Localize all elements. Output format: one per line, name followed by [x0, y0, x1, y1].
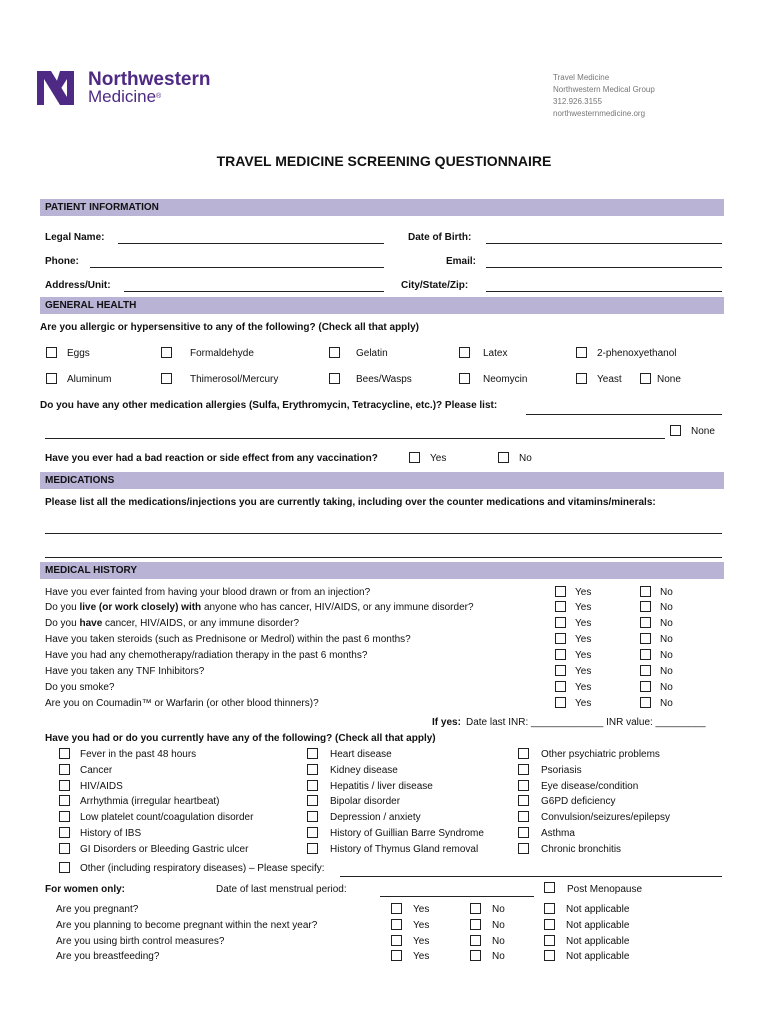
checkbox-condition[interactable]	[59, 764, 70, 775]
checkbox-women-2-no[interactable]	[470, 919, 481, 930]
condition-label: G6PD deficiency	[541, 796, 616, 807]
checkbox-women-4-yes[interactable]	[391, 950, 402, 961]
legal-name-label: Legal Name:	[45, 232, 105, 243]
checkbox-bees-wasps[interactable]	[329, 373, 340, 384]
inr-line: Date last INR: _____________ INR value: _________	[466, 717, 706, 728]
checkbox-condition[interactable]	[518, 843, 529, 854]
phone-field[interactable]	[90, 267, 384, 268]
condition-label: History of IBS	[80, 828, 142, 839]
condition-label: Convulsion/seizures/epilepsy	[541, 812, 670, 823]
checkbox-condition[interactable]	[518, 795, 529, 806]
checkbox-history-2-no[interactable]	[640, 601, 651, 612]
checkbox-history-2-yes[interactable]	[555, 601, 566, 612]
checkbox-condition[interactable]	[59, 843, 70, 854]
history-question-3: Do you have cancer, HIV/AIDS, or any immune disorder?	[45, 618, 300, 629]
other-condition-label: Other (including respiratory diseases) – Please specify:	[80, 863, 325, 874]
history-question-2: Do you live (or work closely) with anyone who has cancer, HIV/AIDS, or any immune disorder?	[45, 602, 474, 613]
women-na-label: Not applicable	[566, 920, 630, 931]
checkbox-condition[interactable]	[59, 748, 70, 759]
allergen-gelatin: Gelatin	[356, 348, 388, 359]
checkbox-condition[interactable]	[307, 795, 318, 806]
checkbox-history-6-no[interactable]	[640, 665, 651, 676]
checkbox-history-6-yes[interactable]	[555, 665, 566, 676]
history-question-4: Have you taken steroids (such as Prednisone or Medrol) within the past 6 months?	[45, 634, 411, 645]
section-header-medications: MEDICATIONS	[40, 472, 724, 489]
history-yes-label: Yes	[575, 602, 592, 613]
women-na-label: Not applicable	[566, 951, 630, 962]
nm-logo-mark-icon	[37, 71, 81, 105]
women-question-2: Are you planning to become pregnant within the next year?	[56, 920, 318, 931]
logo-text-line1: Northwestern	[88, 69, 211, 90]
dob-field[interactable]	[486, 243, 722, 244]
checkbox-history-5-no[interactable]	[640, 649, 651, 660]
medication-allergy-question: Do you have any other medication allergies (Sulfa, Erythromycin, Tetracycline, etc.)? Please list:	[40, 400, 498, 411]
legal-name-field[interactable]	[118, 243, 384, 244]
condition-label: Hepatitis / liver disease	[330, 781, 433, 792]
allergy-question: Are you allergic or hypersensitive to any of the following? (Check all that apply)	[40, 322, 419, 333]
contact-line-1: Travel Medicine	[553, 73, 610, 82]
checkbox-latex[interactable]	[459, 347, 470, 358]
section-header-patient-information: PATIENT INFORMATION	[40, 199, 724, 216]
checkbox-history-8-yes[interactable]	[555, 697, 566, 708]
allergen-2-phenoxyethanol: 2-phenoxyethanol	[597, 348, 677, 359]
checkbox-women-1-na[interactable]	[544, 903, 555, 914]
allergen-eggs: Eggs	[67, 348, 90, 359]
medication-allergy-field-1[interactable]	[526, 414, 722, 415]
checkbox-history-8-no[interactable]	[640, 697, 651, 708]
checkbox-women-3-na[interactable]	[544, 935, 555, 946]
checkbox-history-3-yes[interactable]	[555, 617, 566, 628]
medications-field-1[interactable]	[45, 533, 722, 534]
checkbox-history-7-no[interactable]	[640, 681, 651, 692]
phone-label: Phone:	[45, 256, 79, 267]
city-field[interactable]	[486, 291, 722, 292]
contact-line-3: 312.926.3155	[553, 97, 602, 106]
condition-label: Psoriasis	[541, 765, 582, 776]
history-yes-label: Yes	[575, 650, 592, 661]
checkbox-history-1-no[interactable]	[640, 586, 651, 597]
address-label: Address/Unit:	[45, 280, 111, 291]
section-header-medical-history: MEDICAL HISTORY	[40, 562, 724, 579]
checkbox-condition[interactable]	[59, 827, 70, 838]
allergen-yeast: Yeast	[597, 374, 622, 385]
condition-label: Heart disease	[330, 749, 392, 760]
allergen-neomycin: Neomycin	[483, 374, 528, 385]
history-no-label: No	[660, 666, 673, 677]
allergen-bees-wasps: Bees/Wasps	[356, 374, 412, 385]
history-question-7: Do you smoke?	[45, 682, 115, 693]
checkbox-condition[interactable]	[518, 764, 529, 775]
history-question-6: Have you taken any TNF Inhibitors?	[45, 666, 205, 677]
logo-text-line2: Medicine®	[88, 87, 162, 106]
history-yes-label: Yes	[575, 618, 592, 629]
checkbox-condition[interactable]	[518, 811, 529, 822]
history-yes-label: Yes	[575, 634, 592, 645]
checkbox-condition[interactable]	[307, 748, 318, 759]
checkbox-history-5-yes[interactable]	[555, 649, 566, 660]
condition-label: HIV/AIDS	[80, 781, 123, 792]
medications-field-2[interactable]	[45, 557, 722, 558]
condition-label: Bipolar disorder	[330, 796, 401, 807]
history-no-label: No	[660, 602, 673, 613]
northwestern-medicine-logo	[37, 69, 211, 110]
checkbox-women-4-na[interactable]	[544, 950, 555, 961]
checkbox-history-1-yes[interactable]	[555, 586, 566, 597]
women-question-1: Are you pregnant?	[56, 904, 139, 915]
checkbox-formaldehyde[interactable]	[161, 347, 172, 358]
history-yes-label: Yes	[575, 698, 592, 709]
checkbox-history-4-yes[interactable]	[555, 633, 566, 644]
checkbox-condition[interactable]	[59, 780, 70, 791]
women-na-label: Not applicable	[566, 904, 630, 915]
checkbox-women-3-no[interactable]	[470, 935, 481, 946]
women-no-label: No	[492, 904, 505, 915]
checkbox-condition[interactable]	[59, 795, 70, 806]
contact-line-4: northwesternmedicine.org	[553, 109, 646, 118]
condition-label: Asthma	[541, 828, 575, 839]
checkbox-condition[interactable]	[307, 764, 318, 775]
checkbox-condition[interactable]	[307, 843, 318, 854]
condition-label: Fever in the past 48 hours	[80, 749, 197, 760]
allergen-thimerosol: Thimerosol/Mercury	[190, 374, 279, 385]
lmp-field[interactable]	[380, 896, 534, 897]
checkbox-women-4-no[interactable]	[470, 950, 481, 961]
email-field[interactable]	[486, 267, 722, 268]
checkbox-condition[interactable]	[59, 811, 70, 822]
inr-if-yes-label: If yes:	[432, 717, 461, 728]
city-label: City/State/Zip:	[401, 280, 469, 291]
lmp-label: Date of last menstrual period:	[216, 884, 347, 895]
history-no-label: No	[660, 698, 673, 709]
condition-label: Other psychiatric problems	[541, 749, 660, 760]
history-no-label: No	[660, 650, 673, 661]
women-yes-label: Yes	[413, 904, 430, 915]
condition-label: History of Thymus Gland removal	[330, 844, 479, 855]
post-menopause-label: Post Menopause	[567, 884, 643, 895]
history-no-label: No	[660, 587, 673, 598]
allergen-none: None	[657, 374, 681, 385]
condition-label: GI Disorders or Bleeding Gastric ulcer	[80, 844, 249, 855]
checkbox-condition[interactable]	[307, 811, 318, 822]
vaccine-no-label: No	[519, 453, 532, 464]
checkbox-thimerosol[interactable]	[161, 373, 172, 384]
condition-label: Cancer	[80, 765, 113, 776]
allergen-aluminum: Aluminum	[67, 374, 112, 385]
address-field[interactable]	[124, 291, 384, 292]
checkbox-women-1-no[interactable]	[470, 903, 481, 914]
history-no-label: No	[660, 682, 673, 693]
checkbox-2-phenoxyethanol[interactable]	[576, 347, 587, 358]
checkbox-condition[interactable]	[307, 780, 318, 791]
email-label: Email:	[446, 256, 477, 267]
women-no-label: No	[492, 936, 505, 947]
history-question-5: Have you had any chemotherapy/radiation therapy in the past 6 months?	[45, 650, 368, 661]
condition-label: Chronic bronchitis	[541, 844, 622, 855]
women-yes-label: Yes	[413, 936, 430, 947]
history-yes-label: Yes	[575, 587, 592, 598]
checkbox-med-allergy-none[interactable]	[670, 425, 681, 436]
checkbox-history-7-yes[interactable]	[555, 681, 566, 692]
conditions-question: Have you had or do you currently have any of the following? (Check all that apply)	[45, 733, 436, 744]
history-question-8: Are you on Coumadin™ or Warfarin (or other blood thinners)?	[45, 698, 319, 709]
checkbox-eggs[interactable]	[46, 347, 57, 358]
page-title: TRAVEL MEDICINE SCREENING QUESTIONNAIRE	[216, 153, 552, 169]
checkbox-gelatin[interactable]	[329, 347, 340, 358]
med-allergy-none-label: None	[691, 426, 715, 437]
checkbox-yeast[interactable]	[576, 373, 587, 384]
allergen-latex: Latex	[483, 348, 508, 359]
checkbox-women-2-na[interactable]	[544, 919, 555, 930]
checkbox-condition[interactable]	[518, 827, 529, 838]
checkbox-history-3-no[interactable]	[640, 617, 651, 628]
condition-label: Arrhythmia (irregular heartbeat)	[80, 796, 220, 807]
checkbox-history-4-no[interactable]	[640, 633, 651, 644]
allergen-formaldehyde: Formaldehyde	[190, 348, 254, 359]
contact-line-2: Northwestern Medical Group	[553, 85, 655, 94]
condition-label: Depression / anxiety	[330, 812, 421, 823]
checkbox-aluminum[interactable]	[46, 373, 57, 384]
checkbox-other-condition[interactable]	[59, 862, 70, 873]
vaccine-reaction-question: Have you ever had a bad reaction or side effect from any vaccination?	[45, 453, 378, 464]
checkbox-women-1-yes[interactable]	[391, 903, 402, 914]
checkbox-women-2-yes[interactable]	[391, 919, 402, 930]
women-only-label: For women only:	[45, 884, 125, 895]
women-question-3: Are you using birth control measures?	[56, 936, 225, 947]
history-yes-label: Yes	[575, 682, 592, 693]
condition-label: Eye disease/condition	[541, 781, 639, 792]
checkbox-vaccine-yes[interactable]	[409, 452, 420, 463]
condition-label: History of Guillian Barre Syndrome	[330, 828, 484, 839]
checkbox-condition[interactable]	[307, 827, 318, 838]
women-no-label: No	[492, 951, 505, 962]
history-question-1: Have you ever fainted from having your blood drawn or from an injection?	[45, 587, 371, 598]
checkbox-neomycin[interactable]	[459, 373, 470, 384]
checkbox-women-3-yes[interactable]	[391, 935, 402, 946]
checkbox-post-menopause[interactable]	[544, 882, 555, 893]
women-question-4: Are you breastfeeding?	[56, 951, 160, 962]
history-yes-label: Yes	[575, 666, 592, 677]
women-no-label: No	[492, 920, 505, 931]
women-yes-label: Yes	[413, 920, 430, 931]
checkbox-allergen-none[interactable]	[640, 373, 651, 384]
vaccine-yes-label: Yes	[430, 453, 447, 464]
history-no-label: No	[660, 618, 673, 629]
section-header-general-health: GENERAL HEALTH	[40, 297, 724, 314]
women-na-label: Not applicable	[566, 936, 630, 947]
dob-label: Date of Birth:	[408, 232, 472, 243]
checkbox-vaccine-no[interactable]	[498, 452, 509, 463]
checkbox-condition[interactable]	[518, 748, 529, 759]
other-condition-field[interactable]	[340, 876, 722, 877]
condition-label: Low platelet count/coagulation disorder	[80, 812, 254, 823]
condition-label: Kidney disease	[330, 765, 398, 776]
medications-prompt: Please list all the medications/injections you are currently taking, including over the counter medications and vitamins/minerals:	[45, 497, 656, 508]
history-no-label: No	[660, 634, 673, 645]
checkbox-condition[interactable]	[518, 780, 529, 791]
medication-allergy-field-2[interactable]	[45, 438, 665, 439]
women-yes-label: Yes	[413, 951, 430, 962]
